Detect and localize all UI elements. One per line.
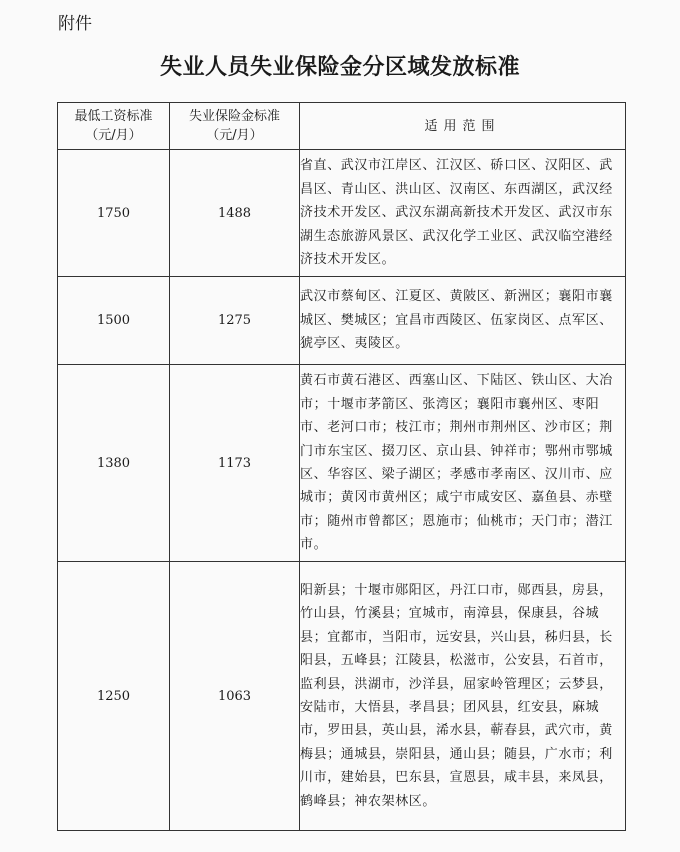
- min-wage-cell: 1250: [58, 562, 170, 831]
- benefit-cell: 1173: [170, 365, 300, 562]
- attachment-label: 附件: [58, 14, 92, 34]
- scope-cell: 武汉市蔡甸区、江夏区、黄陂区、新洲区；襄阳市襄城区、樊城区；宜昌市西陵区、伍家岗区、点军区、猇亭区、夷陵区。: [300, 277, 626, 365]
- header-benefit: [170, 103, 300, 150]
- benefit-standards-table: [57, 102, 626, 831]
- table-header-row: [58, 103, 626, 150]
- benefit-cell: 1275: [170, 277, 300, 365]
- table-row: [58, 277, 626, 365]
- header-benefit-unit: （元/月）: [206, 128, 263, 143]
- header-min-wage: [58, 103, 170, 150]
- scope-cell: 黄石市黄石港区、西塞山区、下陆区、铁山区、大冶市；十堰市茅箭区、张湾区；襄阳市襄州区、枣阳市、老河口市；枝江市；荆州市荆州区、沙市区；荆门市东宝区、掇刀区、京山县、钟祥市；鄂州市鄂城区、华容区、梁子湖区；孝感市孝南区、汉川市、应城市；黄冈市黄州区；咸宁市咸安区、嘉鱼县、赤壁市；随州市曾都区；恩施市；仙桃市；天门市；潜江市。: [300, 365, 626, 562]
- min-wage-cell: 1500: [58, 277, 170, 365]
- benefit-cell: 1488: [170, 150, 300, 277]
- scope-cell: 阳新县；十堰市郧阳区，丹江口市，郧西县，房县，竹山县，竹溪县；宜城市，南漳县，保康县，谷城县；宜都市，当阳市，远安县，兴山县，秭归县，长阳县，五峰县；江陵县，松滋市，公安县，石首市，监利县，洪湖市，沙洋县，屈家岭管理区；云梦县，安陆市，大悟县，孝昌县；团风县，红安县，麻城市，罗田县，英山县，浠水县，蕲春县，武穴市，黄梅县；通城县，崇阳县，通山县；随县，广水市；利川市，建始县，巴东县，宣恩县，咸丰县，来凤县，鹤峰县；神农架林区。: [300, 562, 626, 831]
- table-row: [58, 365, 626, 562]
- header-min-wage-unit: （元/月）: [85, 128, 142, 143]
- header-min-wage-label: 最低工资标准: [74, 109, 153, 124]
- document-title: 失业人员失业保险金分区域发放标准: [159, 55, 520, 80]
- min-wage-cell: 1380: [58, 365, 170, 562]
- benefit-cell: 1063: [170, 562, 300, 831]
- header-scope: 适用范围: [300, 103, 626, 150]
- table-row: [58, 562, 626, 831]
- scope-cell: 省直、武汉市江岸区、江汉区、硚口区、汉阳区、武昌区、青山区、洪山区、汉南区、东西湖区，武汉经济技术开发区、武汉东湖高新技术开发区、武汉市东湖生态旅游风景区、武汉化学工业区、武汉临空港经济技术开发区。: [300, 150, 626, 277]
- table-row: [58, 150, 626, 277]
- min-wage-cell: 1750: [58, 150, 170, 277]
- header-benefit-label: 失业保险金标准: [188, 109, 280, 124]
